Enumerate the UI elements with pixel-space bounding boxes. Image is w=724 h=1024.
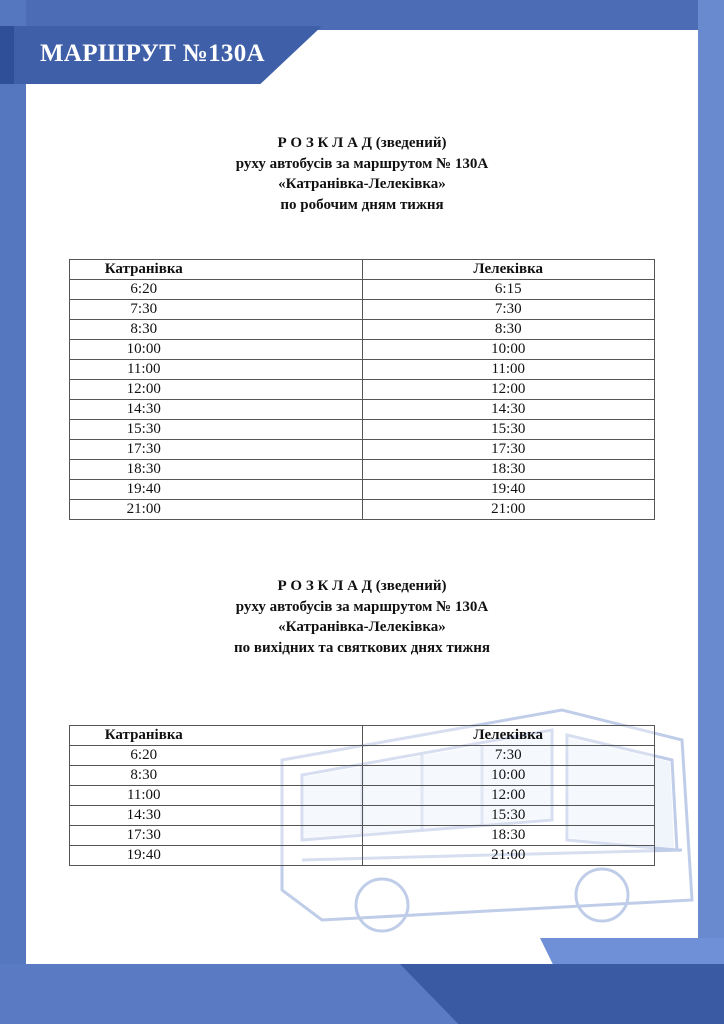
table-row <box>70 340 655 360</box>
column-header: Лелеківка <box>362 260 655 280</box>
heading-line: руху автобусів за маршрутом № 130А <box>235 155 489 172</box>
table-cell: 19:40 <box>70 846 363 866</box>
weekend-table <box>69 725 655 866</box>
table-cell: 12:00 <box>362 786 655 806</box>
heading-line: Р О З К Л А Д (зведений) <box>277 578 447 594</box>
table-cell: 18:30 <box>362 460 655 480</box>
column-header: Катранівка <box>70 260 363 280</box>
table-cell: 14:30 <box>70 400 363 420</box>
route-title: МАРШРУТ №130А <box>40 40 265 67</box>
bottom-decor <box>0 964 440 1024</box>
heading-line: «Катранівка-Лелеківка» <box>278 176 446 192</box>
table-cell: 11:00 <box>70 360 363 380</box>
table-row <box>70 320 655 340</box>
table-row <box>70 500 655 520</box>
table-cell: 12:00 <box>362 380 655 400</box>
heading-line: руху автобусів за маршрутом № 130А <box>235 598 489 615</box>
banner-shadow <box>0 26 14 84</box>
table-cell: 7:30 <box>70 300 363 320</box>
table-cell: 10:00 <box>362 340 655 360</box>
weekend-heading <box>26 576 698 658</box>
table-cell: 8:30 <box>70 320 363 340</box>
table-row <box>70 460 655 480</box>
table-row <box>70 420 655 440</box>
table-cell: 18:30 <box>362 826 655 846</box>
table-cell: 10:00 <box>362 766 655 786</box>
table-cell: 18:30 <box>70 460 363 480</box>
table-cell: 15:30 <box>362 420 655 440</box>
weekday-table <box>69 259 655 520</box>
table-row <box>70 746 655 766</box>
table-cell: 6:20 <box>70 280 363 300</box>
table-row <box>70 440 655 460</box>
table-cell: 15:30 <box>70 420 363 440</box>
table-cell: 21:00 <box>70 500 363 520</box>
table-cell: 12:00 <box>70 380 363 400</box>
table-cell: 19:40 <box>70 480 363 500</box>
table-row <box>70 300 655 320</box>
table-row <box>70 826 655 846</box>
table-cell: 14:30 <box>362 400 655 420</box>
column-header: Катранівка <box>70 726 363 746</box>
table-row <box>70 360 655 380</box>
table-cell: 19:40 <box>362 480 655 500</box>
table-cell: 8:30 <box>362 320 655 340</box>
table-row <box>70 480 655 500</box>
table-cell: 15:30 <box>362 806 655 826</box>
table-row <box>70 280 655 300</box>
table-cell: 10:00 <box>70 340 363 360</box>
corner-decor-light <box>540 938 724 968</box>
table-cell: 21:00 <box>362 500 655 520</box>
heading-line: Р О З К Л А Д (зведений) <box>277 135 447 151</box>
table-cell: 6:20 <box>70 746 363 766</box>
weekday-heading <box>26 133 698 215</box>
heading-line: по вихідних та святкових днях тижня <box>233 639 491 656</box>
table-cell: 11:00 <box>70 786 363 806</box>
table-row <box>70 786 655 806</box>
table-cell: 17:30 <box>362 440 655 460</box>
corner-decor-dark <box>400 964 724 1024</box>
table-header-row <box>70 260 655 280</box>
table-row <box>70 380 655 400</box>
table-cell: 14:30 <box>70 806 363 826</box>
table-row <box>70 766 655 786</box>
table-cell: 6:15 <box>362 280 655 300</box>
table-cell: 7:30 <box>362 300 655 320</box>
column-header: Лелеківка <box>362 726 655 746</box>
table-cell: 8:30 <box>70 766 363 786</box>
frame-left <box>0 0 26 1024</box>
table-cell: 7:30 <box>362 746 655 766</box>
table-cell: 17:30 <box>70 440 363 460</box>
heading-line: «Катранівка-Лелеківка» <box>278 619 446 635</box>
table-row <box>70 806 655 826</box>
heading-line: по робочим дням тижня <box>280 196 444 213</box>
table-cell: 21:00 <box>362 846 655 866</box>
table-row <box>70 846 655 866</box>
frame-top <box>0 0 724 30</box>
table-cell: 11:00 <box>362 360 655 380</box>
table-row <box>70 400 655 420</box>
frame-right <box>698 0 724 1024</box>
table-header-row <box>70 726 655 746</box>
table-cell: 17:30 <box>70 826 363 846</box>
